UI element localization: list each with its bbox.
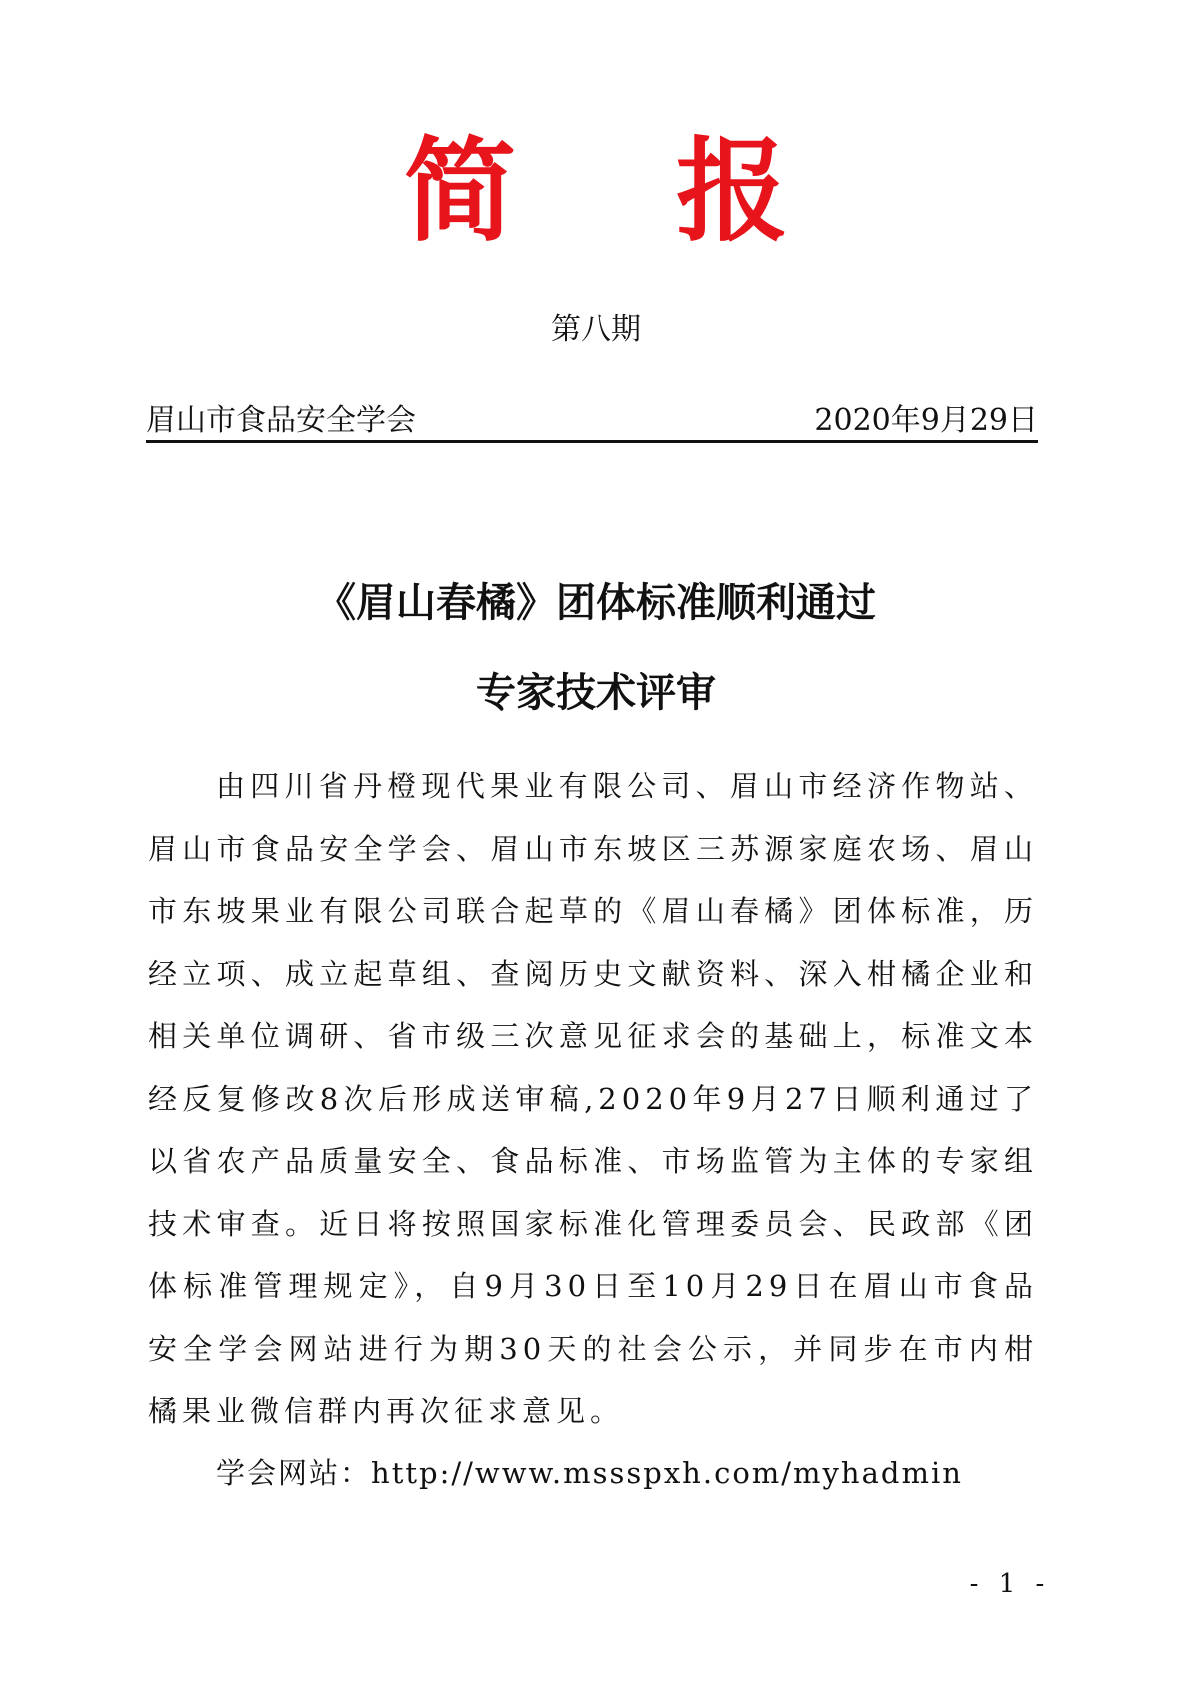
website-line — [216, 1448, 963, 1498]
masthead-title: 简报 — [404, 127, 948, 257]
website-label: 学会网站： — [216, 1456, 372, 1490]
headline-line-1: 《眉山春橘》团体标准顺利通过 — [316, 580, 876, 626]
issue-number: 第八期 — [551, 312, 641, 347]
header-divider — [146, 440, 1038, 443]
page-number: - 1 - — [969, 1569, 1051, 1599]
website-url: http://www.mssspxh.com/myhadmin — [371, 1456, 963, 1490]
organization-name: 眉山市食品安全学会 — [146, 403, 416, 438]
meta-row — [146, 400, 1038, 442]
headline-line-2: 专家技术评审 — [476, 670, 716, 716]
issue-date: 2020年9月29日 — [814, 403, 1038, 438]
body-paragraph: 由四川省丹橙现代果业有限公司、眉山市经济作物站、眉山市食品安全学会、眉山市东坡区三苏源家庭农场、眉山市东坡果业有限公司联合起草的《眉山春橘》团体标准，历经立项、成立起草组、查阅历史文献资料、深入柑橘企业和相关单位调研、省市级三次意见征求会的基础上，标准文本经反复修改8次后形成送审稿,2020年9月27日顺利通过了以省农产品质量安全、食品标准、市场监管为主体的专家组技术审查。近日将按照国家标准化管理委员会、民政部《团体标准管理规定》，自9月30日至10月29日在眉山市食品安全学会网站进行为期30天的社会公示，并同步在市内柑橘果业微信群内再次征求意见。 — [148, 769, 1038, 1428]
